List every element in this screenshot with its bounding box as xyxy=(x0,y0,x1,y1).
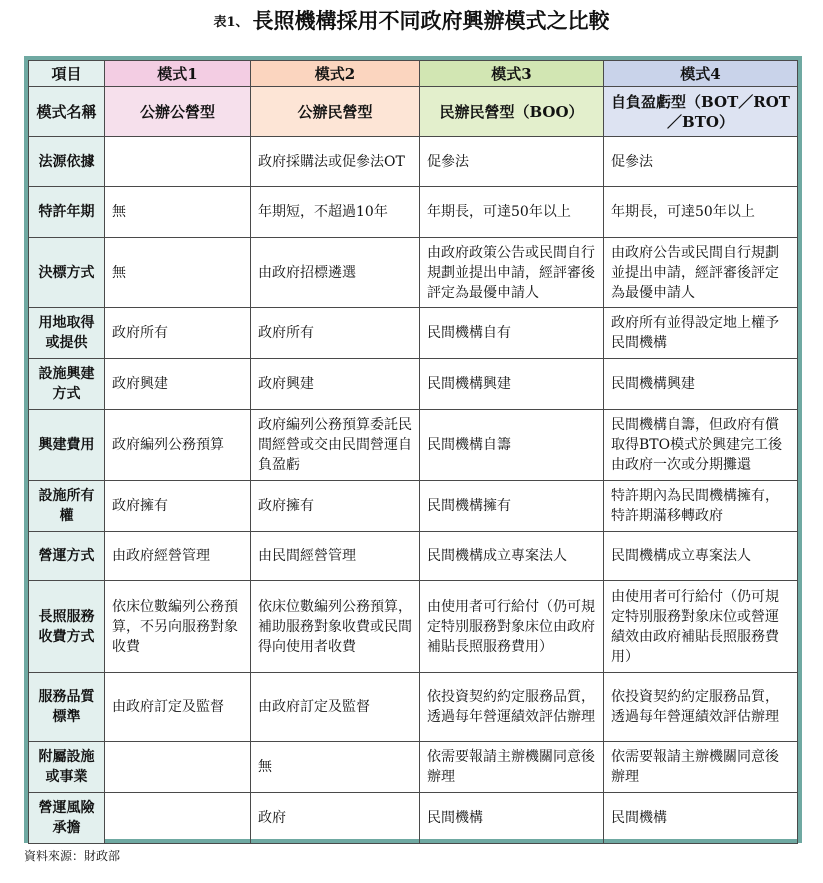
mode-name-1: 公辦公營型 xyxy=(105,87,251,137)
header-mode-1: 模式1 xyxy=(105,61,251,87)
table-cell: 依床位數編列公務預算，補助服務對象收費或民間得向使用者收費 xyxy=(251,581,420,673)
table-row xyxy=(29,308,798,359)
header-mode-3: 模式3 xyxy=(420,61,604,87)
comparison-table-frame xyxy=(24,56,802,843)
table-row xyxy=(29,793,798,844)
table-cell: 民間機構興建 xyxy=(604,359,798,410)
table-cell: 由民間經營管理 xyxy=(251,532,420,581)
table-cell: 由政府訂定及監督 xyxy=(251,673,420,742)
row-label: 長照服務收費方式 xyxy=(29,581,105,673)
table-cell: 民間機構自有 xyxy=(420,308,604,359)
row-label: 營運方式 xyxy=(29,532,105,581)
table-cell: 由政府招標遴選 xyxy=(251,238,420,308)
row-label: 興建費用 xyxy=(29,410,105,481)
table-cell: 政府所有並得設定地上權予民間機構 xyxy=(604,308,798,359)
table-cell xyxy=(105,137,251,187)
table-cell: 民間機構興建 xyxy=(420,359,604,410)
table-cell: 無 xyxy=(105,238,251,308)
table-cell: 由政府經營管理 xyxy=(105,532,251,581)
table-cell: 由使用者可行給付（仍可規定特別服務對象床位或營運績效由政府補貼長照服務費用） xyxy=(604,581,798,673)
row-label: 設施興建方式 xyxy=(29,359,105,410)
table-cell: 政府 xyxy=(251,793,420,844)
table-cell: 民間機構成立專案法人 xyxy=(420,532,604,581)
table-cell: 政府興建 xyxy=(251,359,420,410)
table-cell: 由使用者可行給付（仍可規定特別服務對象床位由政府補貼長照服務費用） xyxy=(420,581,604,673)
table-cell: 政府編列公務預算委託民間經營或交由民間營運自負盈虧 xyxy=(251,410,420,481)
table-cell: 政府採購法或促參法OT xyxy=(251,137,420,187)
table-title-text: 長照機構採用不同政府興辦模式之比較 xyxy=(252,8,610,33)
row-label: 法源依據 xyxy=(29,137,105,187)
table-cell: 民間機構 xyxy=(420,793,604,844)
table-row xyxy=(29,187,798,238)
table-number: 表1、 xyxy=(213,15,249,30)
table-row xyxy=(29,742,798,793)
table-cell: 民間機構自籌 xyxy=(420,410,604,481)
table-cell: 依床位數編列公務預算，不另向服務對象收費 xyxy=(105,581,251,673)
table-row xyxy=(29,581,798,673)
header-mode-2: 模式2 xyxy=(251,61,420,87)
table-cell xyxy=(105,793,251,844)
mode-name-2: 公辦民營型 xyxy=(251,87,420,137)
table-cell: 由政府訂定及監督 xyxy=(105,673,251,742)
table-row xyxy=(29,481,798,532)
table-cell: 依需要報請主辦機關同意後辦理 xyxy=(420,742,604,793)
row-label: 模式名稱 xyxy=(29,87,105,137)
header-item: 項目 xyxy=(29,61,105,87)
table-cell: 年期長，可達50年以上 xyxy=(604,187,798,238)
table-row xyxy=(29,238,798,308)
table-row xyxy=(29,673,798,742)
table-cell: 民間機構成立專案法人 xyxy=(604,532,798,581)
table-row xyxy=(29,359,798,410)
comparison-table xyxy=(28,60,798,844)
table-cell: 民間機構擁有 xyxy=(420,481,604,532)
table-cell: 民間機構自籌，但政府有償取得BTO模式於興建完工後由政府一次或分期攤還 xyxy=(604,410,798,481)
table-cell: 由政府公告或民間自行規劃並提出申請，經評審後評定為最優申請人 xyxy=(604,238,798,308)
table-cell: 依投資契約約定服務品質，透過每年營運績效評估辦理 xyxy=(604,673,798,742)
header-mode-4: 模式4 xyxy=(604,61,798,87)
row-label: 設施所有權 xyxy=(29,481,105,532)
row-label: 服務品質標準 xyxy=(29,673,105,742)
mode-name-row xyxy=(29,87,798,137)
source-note: 資料來源：財政部 xyxy=(24,849,121,863)
table-cell: 促參法 xyxy=(420,137,604,187)
row-label: 營運風險承擔 xyxy=(29,793,105,844)
row-label: 特許年期 xyxy=(29,187,105,238)
table-row xyxy=(29,410,798,481)
table-cell: 政府興建 xyxy=(105,359,251,410)
table-cell: 民間機構 xyxy=(604,793,798,844)
table-cell: 特許期內為民間機構擁有，特許期滿移轉政府 xyxy=(604,481,798,532)
table-cell: 政府擁有 xyxy=(251,481,420,532)
header-row xyxy=(29,61,798,87)
table-cell: 政府編列公務預算 xyxy=(105,410,251,481)
table-title xyxy=(0,6,823,38)
table-cell: 政府所有 xyxy=(105,308,251,359)
row-label: 用地取得或提供 xyxy=(29,308,105,359)
row-label: 決標方式 xyxy=(29,238,105,308)
row-label: 附屬設施或事業 xyxy=(29,742,105,793)
mode-name-3: 民辦民營型（BOO） xyxy=(420,87,604,137)
table-cell: 無 xyxy=(251,742,420,793)
table-cell: 政府擁有 xyxy=(105,481,251,532)
table-cell: 依需要報請主辦機關同意後辦理 xyxy=(604,742,798,793)
table-cell: 年期長，可達50年以上 xyxy=(420,187,604,238)
table-cell: 年期短，不超過10年 xyxy=(251,187,420,238)
table-row xyxy=(29,137,798,187)
table-cell: 由政府政策公告或民間自行規劃並提出申請，經評審後評定為最優申請人 xyxy=(420,238,604,308)
table-row xyxy=(29,532,798,581)
mode-name-4: 自負盈虧型（BOT／ROT／BTO） xyxy=(604,87,798,137)
table-cell: 促參法 xyxy=(604,137,798,187)
table-cell xyxy=(105,742,251,793)
table-cell: 政府所有 xyxy=(251,308,420,359)
table-cell: 無 xyxy=(105,187,251,238)
table-cell: 依投資契約約定服務品質，透過每年營運績效評估辦理 xyxy=(420,673,604,742)
